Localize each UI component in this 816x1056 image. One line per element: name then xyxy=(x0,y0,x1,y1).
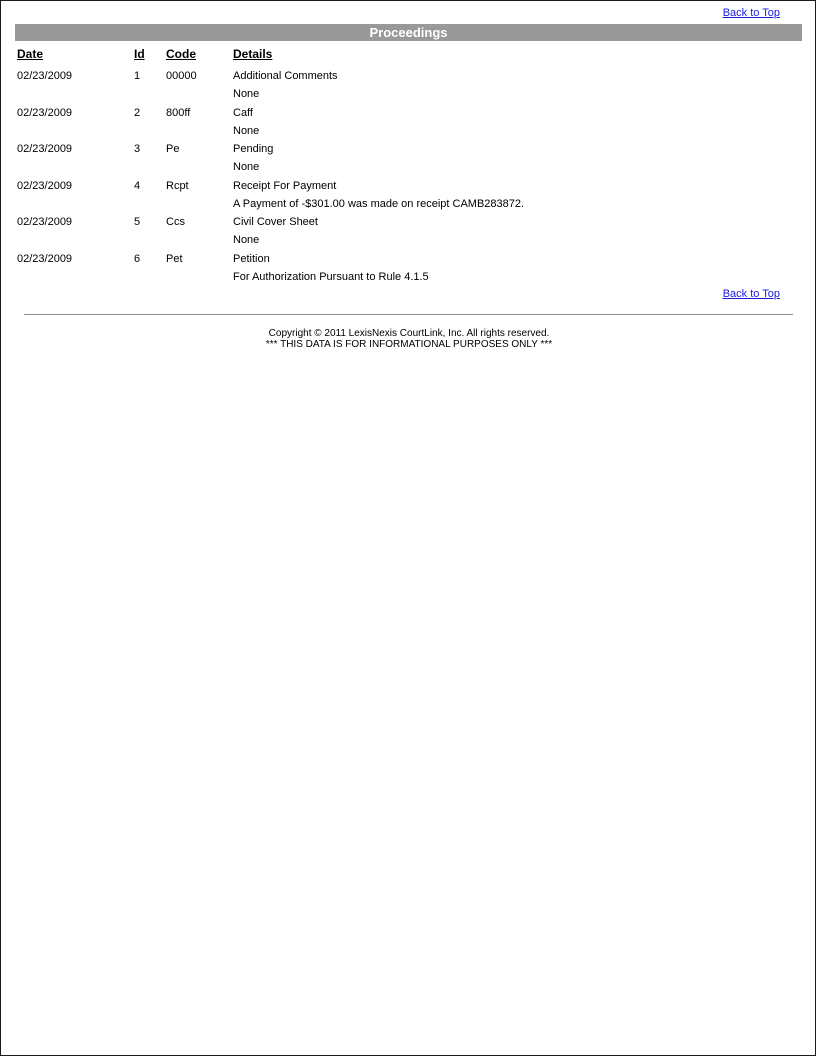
row-code: Pe xyxy=(166,143,180,155)
row-description: For Authorization Pursuant to Rule 4.1.5 xyxy=(233,270,429,283)
divider xyxy=(24,314,793,315)
proceedings-table xyxy=(1,70,801,289)
row-details: Additional Comments xyxy=(233,70,338,82)
table-row xyxy=(1,216,801,253)
row-id: 2 xyxy=(134,106,141,119)
row-description: None xyxy=(233,161,260,173)
row-details: Caff xyxy=(233,106,253,119)
row-code: Ccs xyxy=(166,216,185,228)
row-description: None xyxy=(233,234,260,246)
row-date: 02/23/2009 xyxy=(17,179,73,192)
back-to-top-link[interactable]: Back to Top xyxy=(722,7,780,19)
row-details: Civil Cover Sheet xyxy=(233,216,318,228)
row-id: 5 xyxy=(134,216,141,228)
top-border-line xyxy=(1,0,815,1)
copyright-text: Copyright © 2011 LexisNexis CourtLink, Inc. All rights reserved. xyxy=(268,328,550,339)
table-row xyxy=(1,107,801,144)
row-id: 3 xyxy=(134,143,141,155)
row-description: None xyxy=(233,88,260,100)
row-code: 00000 xyxy=(166,70,197,82)
row-code: Pet xyxy=(166,252,183,265)
row-description: A Payment of -$301.00 was made on receipt CAMB283872. xyxy=(233,197,525,210)
row-id: 4 xyxy=(134,179,141,192)
row-date: 02/23/2009 xyxy=(17,252,73,265)
disclaimer-text: *** THIS DATA IS FOR INFORMATIONAL PURPOSES ONLY *** xyxy=(265,339,553,350)
row-id: 6 xyxy=(134,252,141,265)
section-header-proceedings: Proceedings xyxy=(15,24,802,41)
row-date: 02/23/2009 xyxy=(17,216,73,228)
table-row xyxy=(1,70,801,107)
row-details: Receipt For Payment xyxy=(233,179,337,192)
column-header-code: Code xyxy=(166,47,196,61)
table-row xyxy=(1,253,801,290)
row-date: 02/23/2009 xyxy=(17,143,73,155)
back-to-top-link[interactable]: Back to Top xyxy=(722,288,780,300)
row-id: 1 xyxy=(134,70,141,82)
row-date: 02/23/2009 xyxy=(17,70,73,82)
column-header-details: Details xyxy=(233,47,273,61)
column-header-id: Id xyxy=(134,47,145,61)
table-row xyxy=(1,180,801,217)
row-code: 800ff xyxy=(166,106,191,119)
row-code: Rcpt xyxy=(166,179,189,192)
row-details: Pending xyxy=(233,143,274,155)
table-header-row xyxy=(1,47,801,63)
row-date: 02/23/2009 xyxy=(17,106,73,119)
column-header-date: Date xyxy=(17,47,44,61)
table-row xyxy=(1,143,801,180)
row-details: Petition xyxy=(233,252,270,265)
footer xyxy=(1,328,816,350)
row-description: None xyxy=(233,124,260,137)
